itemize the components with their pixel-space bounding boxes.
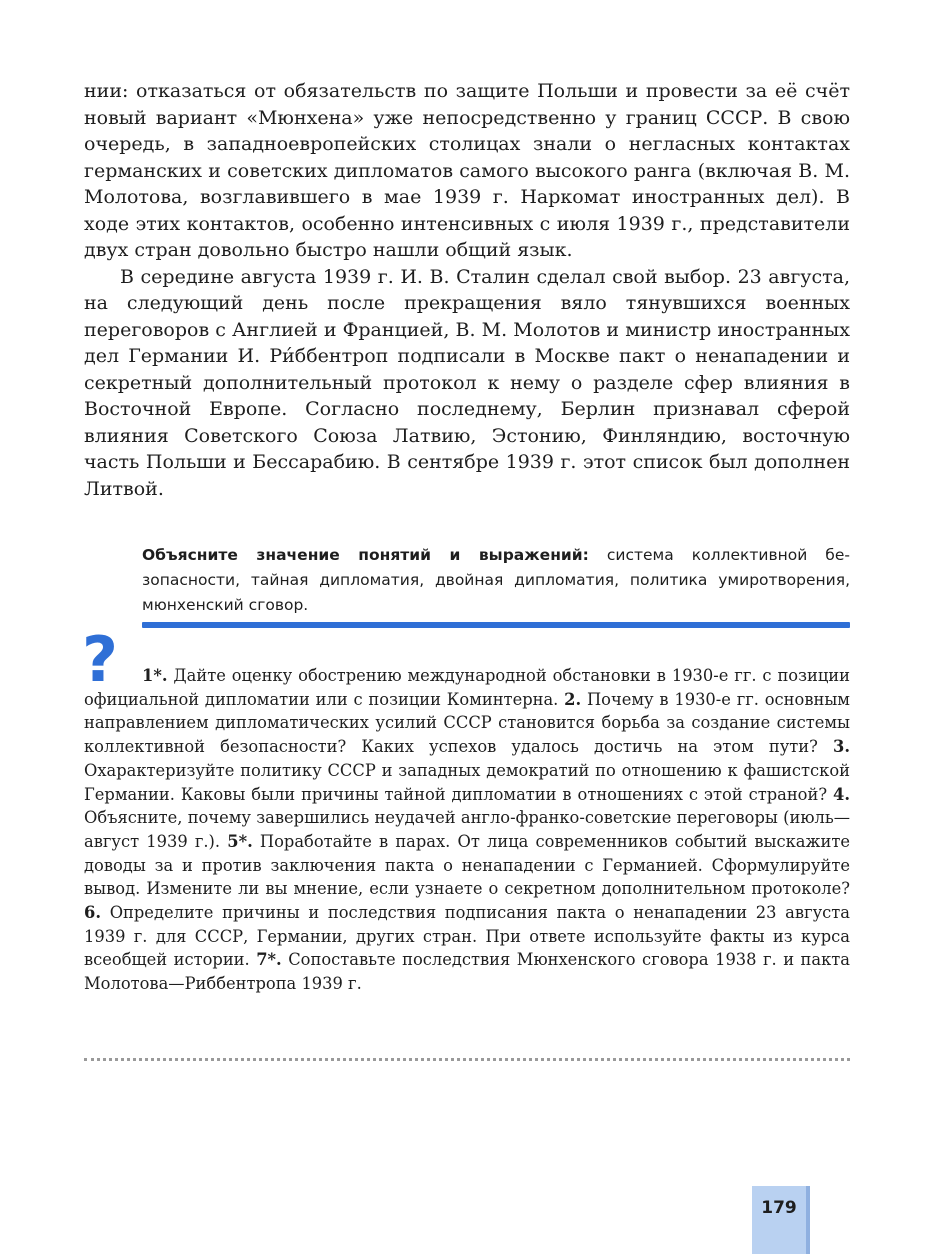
paragraph-1: нии: отказаться от обязательств по защите Польши и провести за её счёт новый вариант «Мюнхена» уже непосредственно у границ СССР. В свою очередь, в западноевропейских столицах знали о негласных контактах германских и советских дипломатов самого высокого ранга (включая В. М. Молотова, возглавившего в мае 1939 г. Наркомат иностранных дел). В ходе этих контактов, особенно интенсивных с июля 1939 г., представители двух стран довольно быстро нашли общий язык. (84, 80, 850, 261)
question-number: 3. (832, 737, 850, 757)
question-text: Определите причины и последствия подписания пакта о ненападении 23 августа 1939 г. для СССР, Германии, других стран. При ответе используйте факты из курса всеобщей истории. (84, 903, 850, 970)
question-text: Дайте оценку обострению международной обстановки в 1930-е гг. с позиции официальной дипломатии или с позиции Коминтерна. (84, 666, 850, 709)
question-text: Почему в 1930-е гг. основным направлением дипломатических усилий СССР становится борьба за создание системы коллективной безопасности? Каких успехов удалось достичь на этом пути? (84, 689, 850, 757)
page-number-tab (752, 1186, 810, 1254)
concepts-text: система коллективной безопасности, тайная дипломатия, двойная дипломатия, политика умиротворения, мюнхенский сговор. (142, 546, 850, 614)
question-text: Охарактеризуйте политику СССР и западных демократий по отношению к фашистской Германии. Каковы были причины тайной дипломатии в отношениях с этой страной? (84, 760, 850, 804)
concepts-lead: Объясните значение понятий и выражений: (142, 546, 589, 564)
question-text: Объясните, почему завершились неудачей англо-франко-советские переговоры (июль—август 1939 г.). (84, 808, 850, 851)
main-text (84, 78, 850, 502)
section-divider (142, 622, 850, 628)
question-number: 5*. (227, 831, 253, 851)
question-mark-icon: ? (82, 623, 118, 696)
questions-block (84, 664, 850, 996)
question-text: Сопоставьте последствия Мюнхенского сговора 1938 г. и пакта Молотова—Риббентропа 1939 г. (84, 950, 850, 994)
paragraph-2: В середине августа 1939 г. И. В. Сталин сделал свой выбор. 23 августа, на следующий день после прекращения вяло тянувшихся военных переговоров с Англией и Францией, В. М. Молотов и министр иностранных дел Германии И. Ри́ббентроп подписали в Москве пакт о ненападении и секретный дополнительный протокол к нему о разделе сфер влияния в Восточной Европе. Согласно последнему, Берлин признавал сферой влияния Советского Союза Латвию, Эстонию, Финляндию, восточную часть Польши и Бессарабию. В сентябре 1939 г. этот список был дополнен Литвой. (84, 265, 850, 500)
question-text: Поработайте в парах. От лица современников событий выскажите доводы за и против заключения пакта о ненападении с Германией. Сформулируйте вывод. Измените ли вы мнение, если узнаете о секретном дополнительном протоколе? (84, 831, 850, 899)
question-number: 4. (833, 784, 850, 804)
question-number: 6. (84, 903, 101, 923)
question-number: 1*. (142, 666, 168, 685)
question-number: 7*. (256, 950, 282, 970)
dotted-divider (84, 1058, 850, 1061)
concepts-task (142, 543, 850, 618)
page-number: 179 (761, 1198, 797, 1218)
question-number: 2. (564, 689, 582, 709)
